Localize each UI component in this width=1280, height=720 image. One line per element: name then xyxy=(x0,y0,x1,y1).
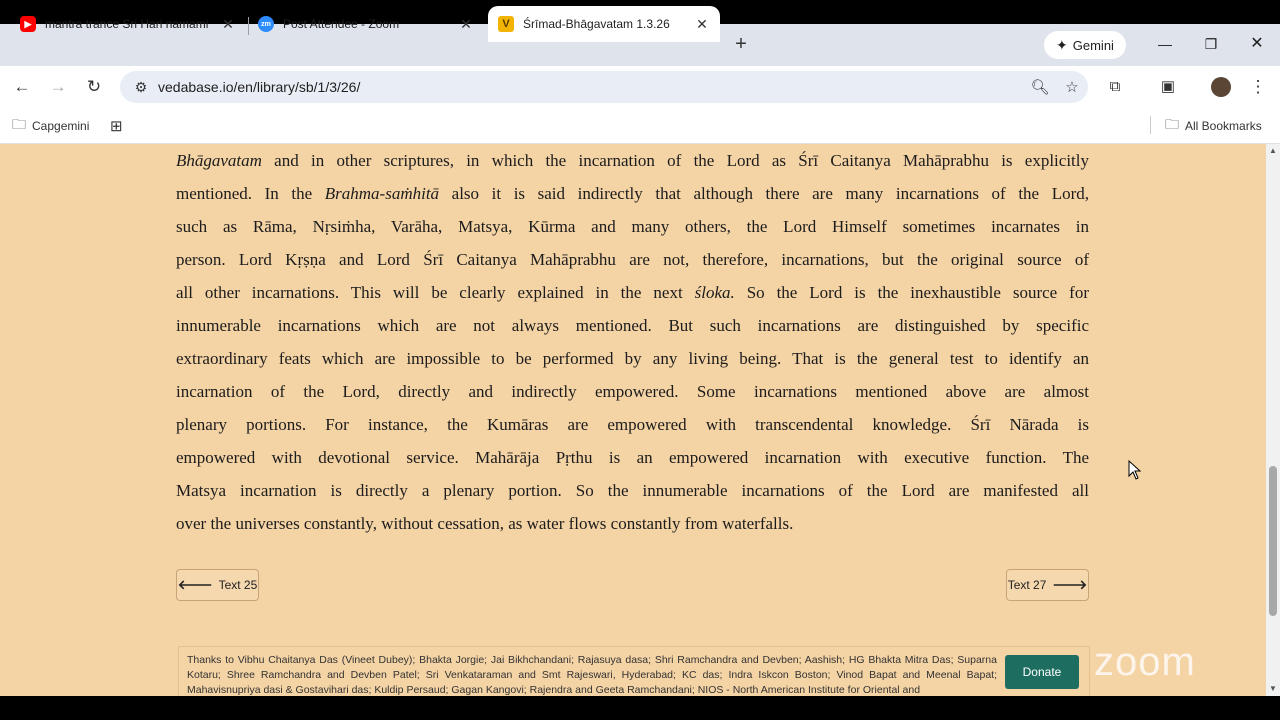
purport-paragraph xyxy=(176,144,1089,540)
prev-text-button[interactable] xyxy=(176,569,259,601)
bookmark-star-icon[interactable]: ☆ xyxy=(1065,79,1079,96)
tab-vedabase[interactable] xyxy=(488,6,720,42)
paragraph-line xyxy=(176,243,1089,276)
text-run: Matsya incarnation is directly a plenary portion. So the innumerable incarnations of the Lord are manifested all xyxy=(176,481,1089,500)
tab-youtube[interactable] xyxy=(10,6,246,42)
next-text-button[interactable] xyxy=(1006,569,1089,601)
text-run: all other incarnations. This will be clearly explained in the next xyxy=(176,283,695,302)
zoom-watermark: zoom xyxy=(1094,640,1196,684)
address-bar[interactable] xyxy=(120,71,1088,103)
gemini-label: Gemini xyxy=(1072,37,1114,53)
paragraph-line xyxy=(176,375,1089,408)
bookmark-label: All Bookmarks xyxy=(1185,119,1262,133)
paragraph-line xyxy=(176,408,1089,441)
tab-title: Śrīmad-Bhāgavatam 1.3.26 xyxy=(523,17,670,31)
paragraph-line xyxy=(176,144,1089,177)
restore-icon[interactable]: ❐ xyxy=(1204,36,1218,52)
browser-toolbar xyxy=(0,66,1280,108)
url-text[interactable]: vedabase.io/en/library/sb/1/3/26/ xyxy=(158,79,361,95)
credits-box xyxy=(178,646,1090,696)
menu-icon[interactable]: ⋮ xyxy=(1249,77,1267,96)
paragraph-line xyxy=(176,309,1089,342)
gemini-icon: ✦ xyxy=(1056,36,1068,53)
scroll-up-icon[interactable]: ▲ xyxy=(1269,146,1277,155)
extensions-icon[interactable]: ⧉ xyxy=(1109,78,1121,95)
bookmarks-bar xyxy=(0,108,1280,144)
folder-icon: 🗀 xyxy=(1165,116,1179,132)
folder-icon: 🗀 xyxy=(12,116,26,132)
bookmark-capgemini[interactable] xyxy=(12,116,89,136)
vedabase-icon: V xyxy=(498,16,514,32)
text-run: incarnation of the Lord, directly and indirectly empowered. Some incarnations mentioned above are almost xyxy=(176,382,1089,401)
text-run: and in other scriptures, in which the incarnation of the Lord as Śrī Caitanya Mahāprabhu is explicitly xyxy=(261,151,1089,170)
text-run: also it is said indirectly that although there are many incarnations of the Lord, xyxy=(439,184,1089,203)
zoom-icon: zm xyxy=(258,16,274,32)
avatar[interactable] xyxy=(1211,77,1231,97)
text-run: innumerable incarnations which are not always mentioned. But such incarnations are distinguished by specific xyxy=(176,316,1089,335)
next-text-label: Text 27 xyxy=(1007,578,1047,592)
arrow-left-icon: 🡐 xyxy=(177,577,213,592)
text-run: such as Rāma, Nṛsiṁha, Varāha, Matsya, Kūrma and many others, the Lord Himself sometimes incarnates in xyxy=(176,217,1089,236)
italic-term: Brahma-saṁhitā xyxy=(324,184,440,203)
credits-text: Thanks to Vibhu Chaitanya Das (Vineet Dubey); Bhakta Jorgie; Jai Bikhchandani; Rajasuya dasa; Shri Ramchandra and Devben; Aashish; HG Bhakta Mitra Das; Suparna Kotaru; Shree Ramchandra and Devben Patel; Sri Venkataraman and Smt Rajeswari, Hyderabad; KC das; Indra Iskcon Boston; Vinod Bapat and Meenal Bapat; Mahavisnupriya dasi & Gostavihari das; Kuldip Persaud; Gagan Kangovi; Rajendra and Geeta Ramchandani; NIOS - North American Institute for Oriental and xyxy=(187,654,997,696)
page-content xyxy=(0,144,1266,696)
paragraph-line xyxy=(176,276,1089,309)
tab-zoom[interactable] xyxy=(248,6,484,42)
tab-title: Post Attendee - Zoom xyxy=(283,17,400,31)
text-run: extraordinary feats which are impossible to be performed by any living being. That is the general test to identify an xyxy=(176,349,1089,368)
new-tab-button[interactable]: + xyxy=(735,33,747,55)
italic-term: Bhāgavatam xyxy=(176,151,262,170)
donate-button[interactable]: Donate xyxy=(1005,655,1079,689)
mouse-cursor-icon xyxy=(1128,460,1142,480)
bookmark-label: Capgemini xyxy=(32,119,90,133)
paragraph-line xyxy=(176,507,1089,540)
close-icon[interactable]: ✕ xyxy=(222,15,234,32)
scrollbar-thumb[interactable] xyxy=(1269,466,1277,616)
back-icon[interactable]: ← xyxy=(13,77,31,96)
gemini-button[interactable] xyxy=(1044,31,1126,59)
bookmark-all[interactable] xyxy=(1165,116,1262,136)
arrow-right-icon: 🡒 xyxy=(1052,577,1088,592)
site-info-icon[interactable]: ⚙ xyxy=(134,78,148,95)
text-run: mentioned. In the xyxy=(176,184,325,203)
scroll-down-icon[interactable]: ▼ xyxy=(1269,684,1277,693)
text-run: person. Lord Kṛṣṇa and Lord Śrī Caitanya Mahāprabhu are not, therefore, incarnations, but the original source of xyxy=(176,250,1089,269)
close-icon[interactable]: ✕ xyxy=(460,15,472,32)
bottom-letterbox xyxy=(0,696,1280,720)
text-run: over the universes constantly, without cessation, as water flows constantly from waterfalls. xyxy=(176,514,794,533)
text-run: plenary portions. For instance, the Kumāras are empowered with transcendental knowledge. Śrī Nārada is xyxy=(176,415,1089,434)
prev-text-label: Text 25 xyxy=(218,578,258,592)
paragraph-line xyxy=(176,441,1089,474)
forward-icon[interactable]: → xyxy=(49,77,67,96)
text-run: empowered with devotional service. Mahārāja Pṛthu is an empowered incarnation with executive function. The xyxy=(176,448,1089,467)
paragraph-line xyxy=(176,210,1089,243)
bookmarks-divider xyxy=(1150,116,1151,134)
scrollbar[interactable] xyxy=(1266,144,1280,696)
youtube-icon: ▶ xyxy=(20,16,36,32)
window-close-icon[interactable]: ✕ xyxy=(1250,35,1264,52)
paragraph-line xyxy=(176,342,1089,375)
italic-term: śloka. xyxy=(694,283,735,302)
close-icon[interactable]: ✕ xyxy=(696,15,708,32)
text-run: So the Lord is the inexhaustible source for xyxy=(734,283,1089,302)
paragraph-line xyxy=(176,474,1089,507)
tab-search-icon[interactable]: ▣ xyxy=(1160,78,1176,95)
minimize-icon[interactable]: — xyxy=(1158,36,1172,52)
paragraph-line xyxy=(176,177,1089,210)
zoom-lens-icon[interactable]: 🔍︎ xyxy=(1030,79,1050,96)
tab-title: mantra trance Sri Hari namami xyxy=(45,17,209,31)
reload-icon[interactable]: ↻ xyxy=(86,77,102,96)
apps-grid-icon[interactable]: ⊞ xyxy=(110,118,123,135)
